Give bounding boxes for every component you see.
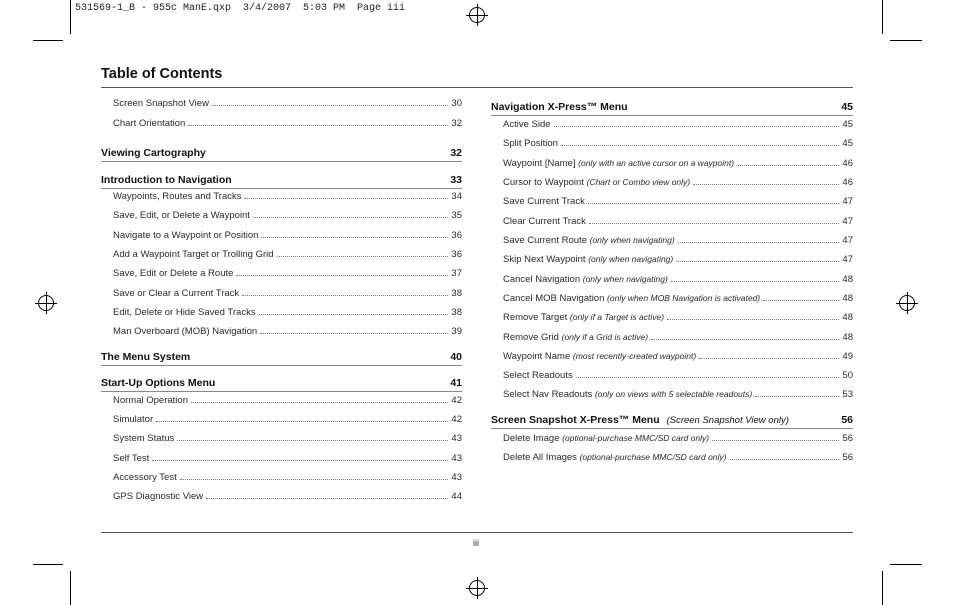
dot-leader bbox=[277, 256, 449, 257]
toc-label-text: The Menu System bbox=[101, 351, 191, 363]
toc-label-text: Cancel Navigation bbox=[503, 274, 581, 285]
toc-page-number: 56 bbox=[842, 433, 853, 444]
toc-label-text: Clear Current Track bbox=[503, 216, 586, 227]
toc-page-number: 48 bbox=[842, 293, 853, 304]
dot-leader bbox=[156, 421, 448, 422]
toc-label-text: Split Position bbox=[503, 138, 558, 149]
toc-entry bbox=[113, 188, 462, 202]
dot-leader bbox=[755, 396, 839, 397]
toc-note: (only if a Grid is active) bbox=[561, 332, 649, 342]
dot-leader bbox=[554, 126, 840, 127]
toc-page-number: 42 bbox=[451, 395, 462, 406]
toc-label-text: Navigation X-Press™ Menu bbox=[491, 101, 628, 113]
toc-label-text: Start-Up Options Menu bbox=[101, 377, 216, 389]
dot-leader bbox=[212, 105, 448, 106]
toc-label-text: Delete Image bbox=[503, 433, 560, 444]
dot-leader bbox=[261, 237, 448, 238]
toc-label bbox=[113, 472, 177, 483]
toc-label bbox=[491, 101, 841, 113]
dot-leader bbox=[253, 217, 448, 218]
page-number: iii bbox=[473, 538, 479, 548]
toc-label-text: Skip Next Waypoint bbox=[503, 254, 586, 265]
toc-label-text: Delete All Images bbox=[503, 452, 577, 463]
toc-entry bbox=[503, 135, 853, 149]
title-rule bbox=[101, 87, 853, 88]
toc-note: (Screen Snapshot View only) bbox=[666, 415, 789, 426]
toc-page-number: 47 bbox=[842, 235, 853, 246]
print-slug: 531569-1_B - 955c ManE.qxp 3/4/2007 5:03 PM Page iii bbox=[75, 3, 406, 14]
toc-note: (only when navigating) bbox=[589, 235, 675, 245]
toc-note: (only when MOB Navigation is activated) bbox=[607, 293, 761, 303]
toc-label bbox=[113, 288, 239, 299]
crop-mark-br-v bbox=[882, 571, 883, 605]
dot-leader bbox=[236, 275, 448, 276]
crop-mark-tl-v bbox=[70, 0, 71, 34]
dot-leader bbox=[730, 459, 840, 460]
toc-label bbox=[503, 370, 573, 381]
toc-label bbox=[503, 138, 558, 149]
registration-mark-left bbox=[35, 292, 57, 314]
toc-label-text: Edit, Delete or Hide Saved Tracks bbox=[113, 307, 256, 318]
toc-page-number: 41 bbox=[450, 377, 462, 389]
toc-label bbox=[503, 254, 673, 265]
toc-label-text: Chart Orientation bbox=[113, 118, 186, 129]
dot-leader bbox=[206, 498, 448, 499]
toc-label-text: Save Current Track bbox=[503, 196, 585, 207]
toc-label bbox=[503, 177, 690, 188]
registration-mark-right bbox=[896, 292, 918, 314]
toc-entry bbox=[503, 155, 853, 169]
toc-label-text: Navigate to a Waypoint or Position bbox=[113, 230, 259, 241]
toc-entry bbox=[113, 285, 462, 299]
toc-page-number: 46 bbox=[842, 177, 853, 188]
toc-entry bbox=[503, 430, 853, 444]
toc-section bbox=[101, 347, 462, 366]
toc-label bbox=[113, 433, 174, 444]
dot-leader bbox=[763, 300, 839, 301]
toc-entry bbox=[113, 265, 462, 279]
toc-page-number: 32 bbox=[450, 147, 462, 159]
toc-page-number: 38 bbox=[451, 288, 462, 299]
crop-mark-tr-v bbox=[882, 0, 883, 34]
toc-entry bbox=[503, 348, 853, 362]
toc-label-text: Screen Snapshot View bbox=[113, 98, 209, 109]
toc-page-number: 30 bbox=[451, 98, 462, 109]
toc-entry bbox=[503, 193, 853, 207]
toc-page-number: 49 bbox=[842, 351, 853, 362]
toc-label bbox=[101, 351, 450, 363]
toc-entry bbox=[113, 95, 462, 109]
toc-label-text: GPS Diagnostic View bbox=[113, 491, 204, 502]
toc-page-number: 39 bbox=[451, 326, 462, 337]
toc-label bbox=[503, 389, 752, 400]
toc-label-text: Accessory Test bbox=[113, 472, 177, 483]
toc-entry bbox=[113, 488, 462, 502]
toc-label bbox=[503, 293, 760, 304]
toc-entry bbox=[503, 116, 853, 130]
toc-page-number: 43 bbox=[451, 472, 462, 483]
toc-page-number: 36 bbox=[451, 249, 462, 260]
toc-entry bbox=[503, 271, 853, 285]
toc-note: (only when navigating) bbox=[582, 274, 668, 284]
toc-entry bbox=[113, 392, 462, 406]
toc-note: (optional-purchase MMC/SD card only) bbox=[579, 452, 727, 462]
toc-entry bbox=[503, 449, 853, 463]
toc-entry bbox=[113, 207, 462, 221]
dot-leader bbox=[678, 242, 840, 243]
toc-label-text: Add a Waypoint Target or Trolling Grid bbox=[113, 249, 274, 260]
toc-page-number: 56 bbox=[841, 414, 853, 426]
dot-leader bbox=[667, 319, 839, 320]
dot-leader bbox=[152, 460, 448, 461]
toc-page-number: 32 bbox=[451, 118, 462, 129]
toc-label bbox=[113, 191, 241, 202]
toc-page-number: 38 bbox=[451, 307, 462, 318]
toc-label bbox=[101, 174, 450, 186]
toc-label bbox=[113, 395, 188, 406]
toc-entry bbox=[503, 290, 853, 304]
toc-note: (only if a Target is active) bbox=[569, 312, 665, 322]
toc-label-text: Viewing Cartography bbox=[101, 147, 206, 159]
toc-label-text: Select Readouts bbox=[503, 370, 573, 381]
toc-label bbox=[503, 312, 664, 323]
crop-mark-tr-h bbox=[890, 40, 922, 41]
toc-label bbox=[113, 98, 209, 109]
dot-leader bbox=[244, 198, 448, 199]
toc-entry bbox=[113, 227, 462, 241]
toc-label-text: Save, Edit or Delete a Route bbox=[113, 268, 234, 279]
toc-page-number: 45 bbox=[841, 101, 853, 113]
crop-mark-tl-h bbox=[33, 40, 63, 41]
toc-section bbox=[101, 373, 462, 392]
toc-note: (only when navigating) bbox=[588, 254, 674, 264]
toc-label bbox=[491, 414, 841, 426]
toc-label-text: Waypoint Name bbox=[503, 351, 571, 362]
toc-label bbox=[113, 249, 274, 260]
toc-label bbox=[113, 491, 203, 502]
toc-label bbox=[503, 332, 648, 343]
dot-leader bbox=[242, 295, 448, 296]
toc-label bbox=[113, 230, 258, 241]
toc-page-number: 56 bbox=[842, 452, 853, 463]
toc-label-text: Simulator bbox=[113, 414, 154, 425]
crop-mark-bl-h bbox=[33, 564, 63, 565]
dot-leader bbox=[589, 223, 840, 224]
toc-label bbox=[503, 235, 675, 246]
toc-entry bbox=[503, 367, 853, 381]
toc-label bbox=[113, 307, 256, 318]
toc-section bbox=[491, 97, 853, 116]
toc-entry bbox=[503, 251, 853, 265]
dot-leader bbox=[676, 261, 839, 262]
toc-page-number: 42 bbox=[451, 414, 462, 425]
toc-label bbox=[113, 326, 257, 337]
toc-section bbox=[101, 170, 462, 189]
toc-label-text: Introduction to Navigation bbox=[101, 174, 232, 186]
toc-page-number: 46 bbox=[842, 158, 853, 169]
toc-label bbox=[113, 453, 149, 464]
toc-page-number: 45 bbox=[842, 138, 853, 149]
toc-label bbox=[113, 414, 153, 425]
toc-entry bbox=[503, 174, 853, 188]
toc-page-number: 43 bbox=[451, 453, 462, 464]
toc-label bbox=[503, 216, 586, 227]
toc-section bbox=[101, 143, 462, 162]
toc-page-number: 47 bbox=[842, 216, 853, 227]
toc-label bbox=[503, 452, 727, 463]
toc-page-number: 48 bbox=[842, 332, 853, 343]
dot-leader bbox=[188, 125, 448, 126]
crop-mark-br-h bbox=[890, 564, 922, 565]
toc-entry bbox=[113, 450, 462, 464]
toc-label-text: Self Test bbox=[113, 453, 150, 464]
toc-entry bbox=[113, 430, 462, 444]
toc-page-number: 37 bbox=[451, 268, 462, 279]
dot-leader bbox=[260, 333, 448, 334]
dot-leader bbox=[651, 339, 839, 340]
toc-label bbox=[503, 158, 734, 169]
toc-label bbox=[503, 119, 551, 130]
toc-label bbox=[503, 433, 709, 444]
toc-page-number: 40 bbox=[450, 351, 462, 363]
toc-page-number: 47 bbox=[842, 254, 853, 265]
toc-page-number: 47 bbox=[842, 196, 853, 207]
toc-entry bbox=[503, 386, 853, 400]
toc-label bbox=[503, 351, 696, 362]
toc-label-text: Cursor to Waypoint bbox=[503, 177, 584, 188]
toc-label-text: System Status bbox=[113, 433, 175, 444]
toc-label-text: Save or Clear a Current Track bbox=[113, 288, 240, 299]
toc-page-number: 48 bbox=[842, 274, 853, 285]
toc-label bbox=[503, 274, 668, 285]
toc-label bbox=[113, 210, 250, 221]
dot-leader bbox=[180, 479, 449, 480]
toc-entry bbox=[113, 246, 462, 260]
toc-note: (only on views with 5 selectable readouts) bbox=[594, 389, 753, 399]
footer-rule bbox=[101, 532, 853, 533]
toc-entry bbox=[113, 323, 462, 337]
toc-label bbox=[101, 147, 450, 159]
toc-label bbox=[503, 196, 585, 207]
toc-label-text: Remove Target bbox=[503, 312, 568, 323]
toc-label-text: Normal Operation bbox=[113, 395, 188, 406]
dot-leader bbox=[588, 203, 840, 204]
toc-note: (most recently-created waypoint) bbox=[572, 351, 697, 361]
page-title: Table of Contents bbox=[101, 66, 223, 82]
dot-leader bbox=[699, 358, 839, 359]
toc-label-text: Remove Grid bbox=[503, 332, 559, 343]
toc-entry bbox=[113, 469, 462, 483]
dot-leader bbox=[177, 440, 448, 441]
toc-note: (Chart or Combo view only) bbox=[586, 177, 691, 187]
toc-entry bbox=[503, 213, 853, 227]
crop-mark-bl-v bbox=[70, 571, 71, 605]
toc-page-number: 48 bbox=[842, 312, 853, 323]
toc-label-text: Waypoints, Routes and Tracks bbox=[113, 191, 242, 202]
toc-page-number: 34 bbox=[451, 191, 462, 202]
toc-label bbox=[113, 268, 233, 279]
toc-page-number: 50 bbox=[842, 370, 853, 381]
dot-leader bbox=[712, 440, 839, 441]
toc-label-text: Cancel MOB Navigation bbox=[503, 293, 605, 304]
registration-mark-top bbox=[466, 4, 488, 26]
toc-entry bbox=[503, 232, 853, 246]
registration-mark-bottom bbox=[466, 577, 488, 599]
toc-label-text: Save, Edit, or Delete a Waypoint bbox=[113, 210, 250, 221]
dot-leader bbox=[671, 281, 840, 282]
toc-page-number: 53 bbox=[842, 389, 853, 400]
toc-page-number: 35 bbox=[451, 210, 462, 221]
dot-leader bbox=[259, 314, 449, 315]
toc-label-text: Active Side bbox=[503, 119, 551, 130]
toc-label-text: Screen Snapshot X-Press™ Menu bbox=[491, 414, 660, 426]
toc-label-text: Save Current Route bbox=[503, 235, 587, 246]
dot-leader bbox=[737, 165, 839, 166]
toc-section bbox=[491, 410, 853, 429]
toc-entry bbox=[113, 411, 462, 425]
dot-leader bbox=[191, 402, 448, 403]
toc-label bbox=[113, 118, 185, 129]
dot-leader bbox=[561, 145, 840, 146]
toc-page-number: 33 bbox=[450, 174, 462, 186]
toc-label-text: Waypoint [Name] bbox=[503, 158, 576, 169]
toc-page-number: 44 bbox=[451, 491, 462, 502]
toc-entry bbox=[113, 304, 462, 318]
toc-page-number: 36 bbox=[451, 230, 462, 241]
toc-label bbox=[101, 377, 450, 389]
toc-entry bbox=[503, 309, 853, 323]
dot-leader bbox=[576, 377, 840, 378]
toc-note: (optional-purchase MMC/SD card only) bbox=[562, 433, 710, 443]
dot-leader bbox=[693, 184, 839, 185]
toc-entry bbox=[113, 115, 462, 129]
toc-note: (only with an active cursor on a waypoint) bbox=[578, 158, 735, 168]
toc-page-number: 43 bbox=[451, 433, 462, 444]
toc-label-text: Select Nav Readouts bbox=[503, 389, 593, 400]
toc-label-text: Man Overboard (MOB) Navigation bbox=[113, 326, 258, 337]
toc-page-number: 45 bbox=[842, 119, 853, 130]
toc-entry bbox=[503, 329, 853, 343]
